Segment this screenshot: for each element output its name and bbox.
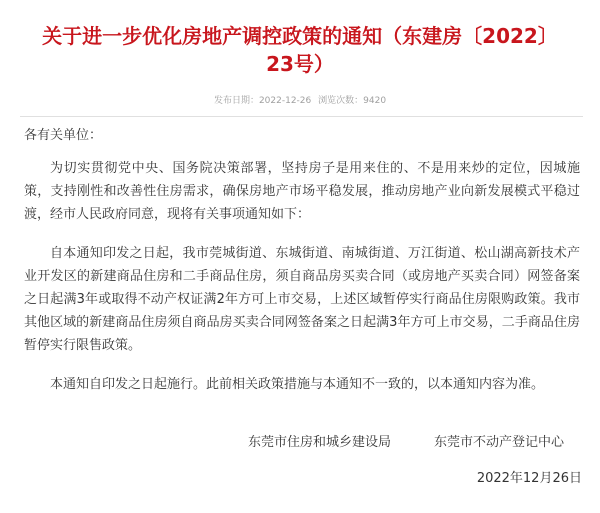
publish-date: 发布日期：2022-12-26 (213, 96, 312, 106)
issuer-registration-center: 东莞市不动产登记中心 (434, 435, 565, 450)
paragraph-policy: 自本通知印发之日起，我市莞城街道、东城街道、南城街道、万江街道、松山湖高新技术产业开发区的新建商品住房和二手商品住房，须自商品房买卖合同（或房地产买卖合同）网签备案之日起满3年或取得不动产权证满2年方可上市交易，上述区域暂停实行商品住房限购政策。我市其他区域的新建商品住房须自商品房买卖合同网签备案之日起满3年方可上市交易，二手商品住房暂停实行限售政策。 (24, 246, 580, 353)
document-title: 关于进一步优化房地产调控政策的通知（东建房〔2022〕23号） (42, 24, 558, 76)
header-divider (20, 116, 583, 117)
document-meta (0, 95, 600, 107)
paragraph-effective: 本通知自印发之日起施行。此前相关政策措施与本通知不一致的，以本通知内容为准。 (50, 377, 545, 392)
paragraph-intro: 为切实贯彻党中央、国务院决策部署，坚持房子是用来住的、不是用来炒的定位，因城施策，支持刚性和改善性住房需求，确保房地产市场平稳发展，推动房地产业向新发展模式平稳过渡，经市人民政府同意，现将有关事项通知如下： (24, 161, 580, 222)
view-count: 浏览次数：9420 (318, 96, 387, 106)
issuer-housing-bureau: 东莞市住房和城乡建设局 (248, 435, 392, 450)
salutation: 各有关单位： (24, 128, 103, 143)
signature-date: 2022年12月26日 (476, 471, 582, 486)
